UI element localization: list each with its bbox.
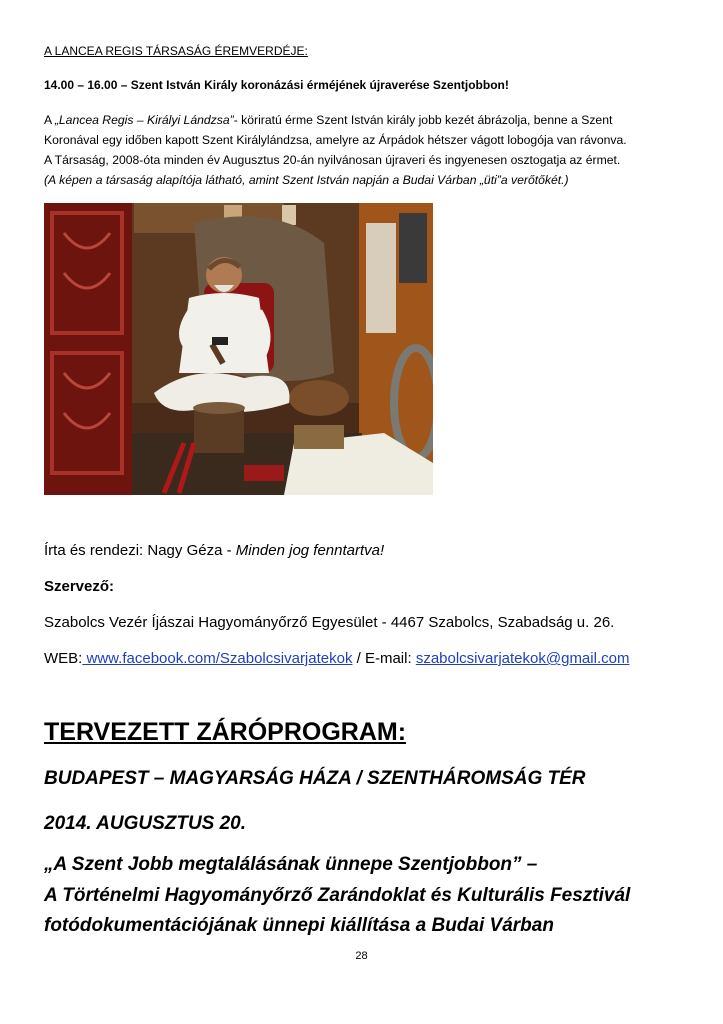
event-location: BUDAPEST – MAGYARSÁG HÁZA / SZENTHÁROMSÁG TÉR (44, 768, 586, 789)
page-number: 28 (355, 950, 368, 962)
organizer-label: Szervező: (44, 578, 115, 595)
festival-line-3: fotódokumentációjának ünnepi kiállítása a Budai Várban (44, 915, 554, 936)
event-subtitle: 14.00 – 16.00 – Szent István Király koronázási érméjének újraverése Szentjobbon! (44, 78, 509, 92)
facebook-link[interactable]: www.facebook.com/Szabolcsivarjatekok (82, 650, 353, 667)
festival-line-1: „A Szent Jobb megtalálásának ünnepe Szentjobbon” – (44, 854, 538, 875)
section-heading: A LANCEA REGIS TÁRSASÁG ÉREMVERDÉJE: (44, 44, 308, 58)
coin-title: „Lancea Regis – Királyi Lándzsa” (54, 113, 234, 127)
description-paragraph (44, 110, 684, 190)
rights-notice: Minden jog fenntartva! (235, 542, 385, 559)
description-line-2: Koronával egy időben kapott Szent Királylándzsa, amelyre az Árpádok hétszer vágott lobogója van rávonva. (44, 133, 627, 147)
festival-line-2: A Történelmi Hagyományőrző Zarándoklat és Kulturális Fesztivál (44, 885, 631, 906)
contact-line: WEB: www.facebook.com/Szabolcsivarjatekok / E-mail: szabolcsivarjatekok@gmail.com (44, 650, 630, 667)
description-line-3: A Társaság, 2008-óta minden év Augusztus 20-án nyilvánosan újraveri és ingyenesen osztogatja az érmet. (44, 153, 621, 167)
photo-caption: (A képen a társaság alapítója látható, amint Szent István napján a Budai Várban „üti”a verőtőkét.) (44, 173, 569, 187)
description-line-1: A „Lancea Regis – Királyi Lándzsa”- köriratú érme Szent István király jobb kezét ábrázolja, benne a Szent (44, 113, 613, 127)
coin-striking-photo (44, 203, 433, 495)
organizer-name: Szabolcs Vezér Íjászai Hagyományőrző Egyesület - 4467 Szabolcs, Szabadság u. 26. (44, 614, 615, 631)
event-date: 2014. AUGUSZTUS 20. (44, 813, 247, 834)
email-link[interactable]: szabolcsivarjatekok@gmail.com (415, 650, 630, 667)
closing-program-title: TERVEZETT ZÁRÓPROGRAM: (44, 718, 407, 746)
author-line: Írta és rendezi: Nagy Géza - Minden jog fenntartva! (44, 542, 385, 559)
